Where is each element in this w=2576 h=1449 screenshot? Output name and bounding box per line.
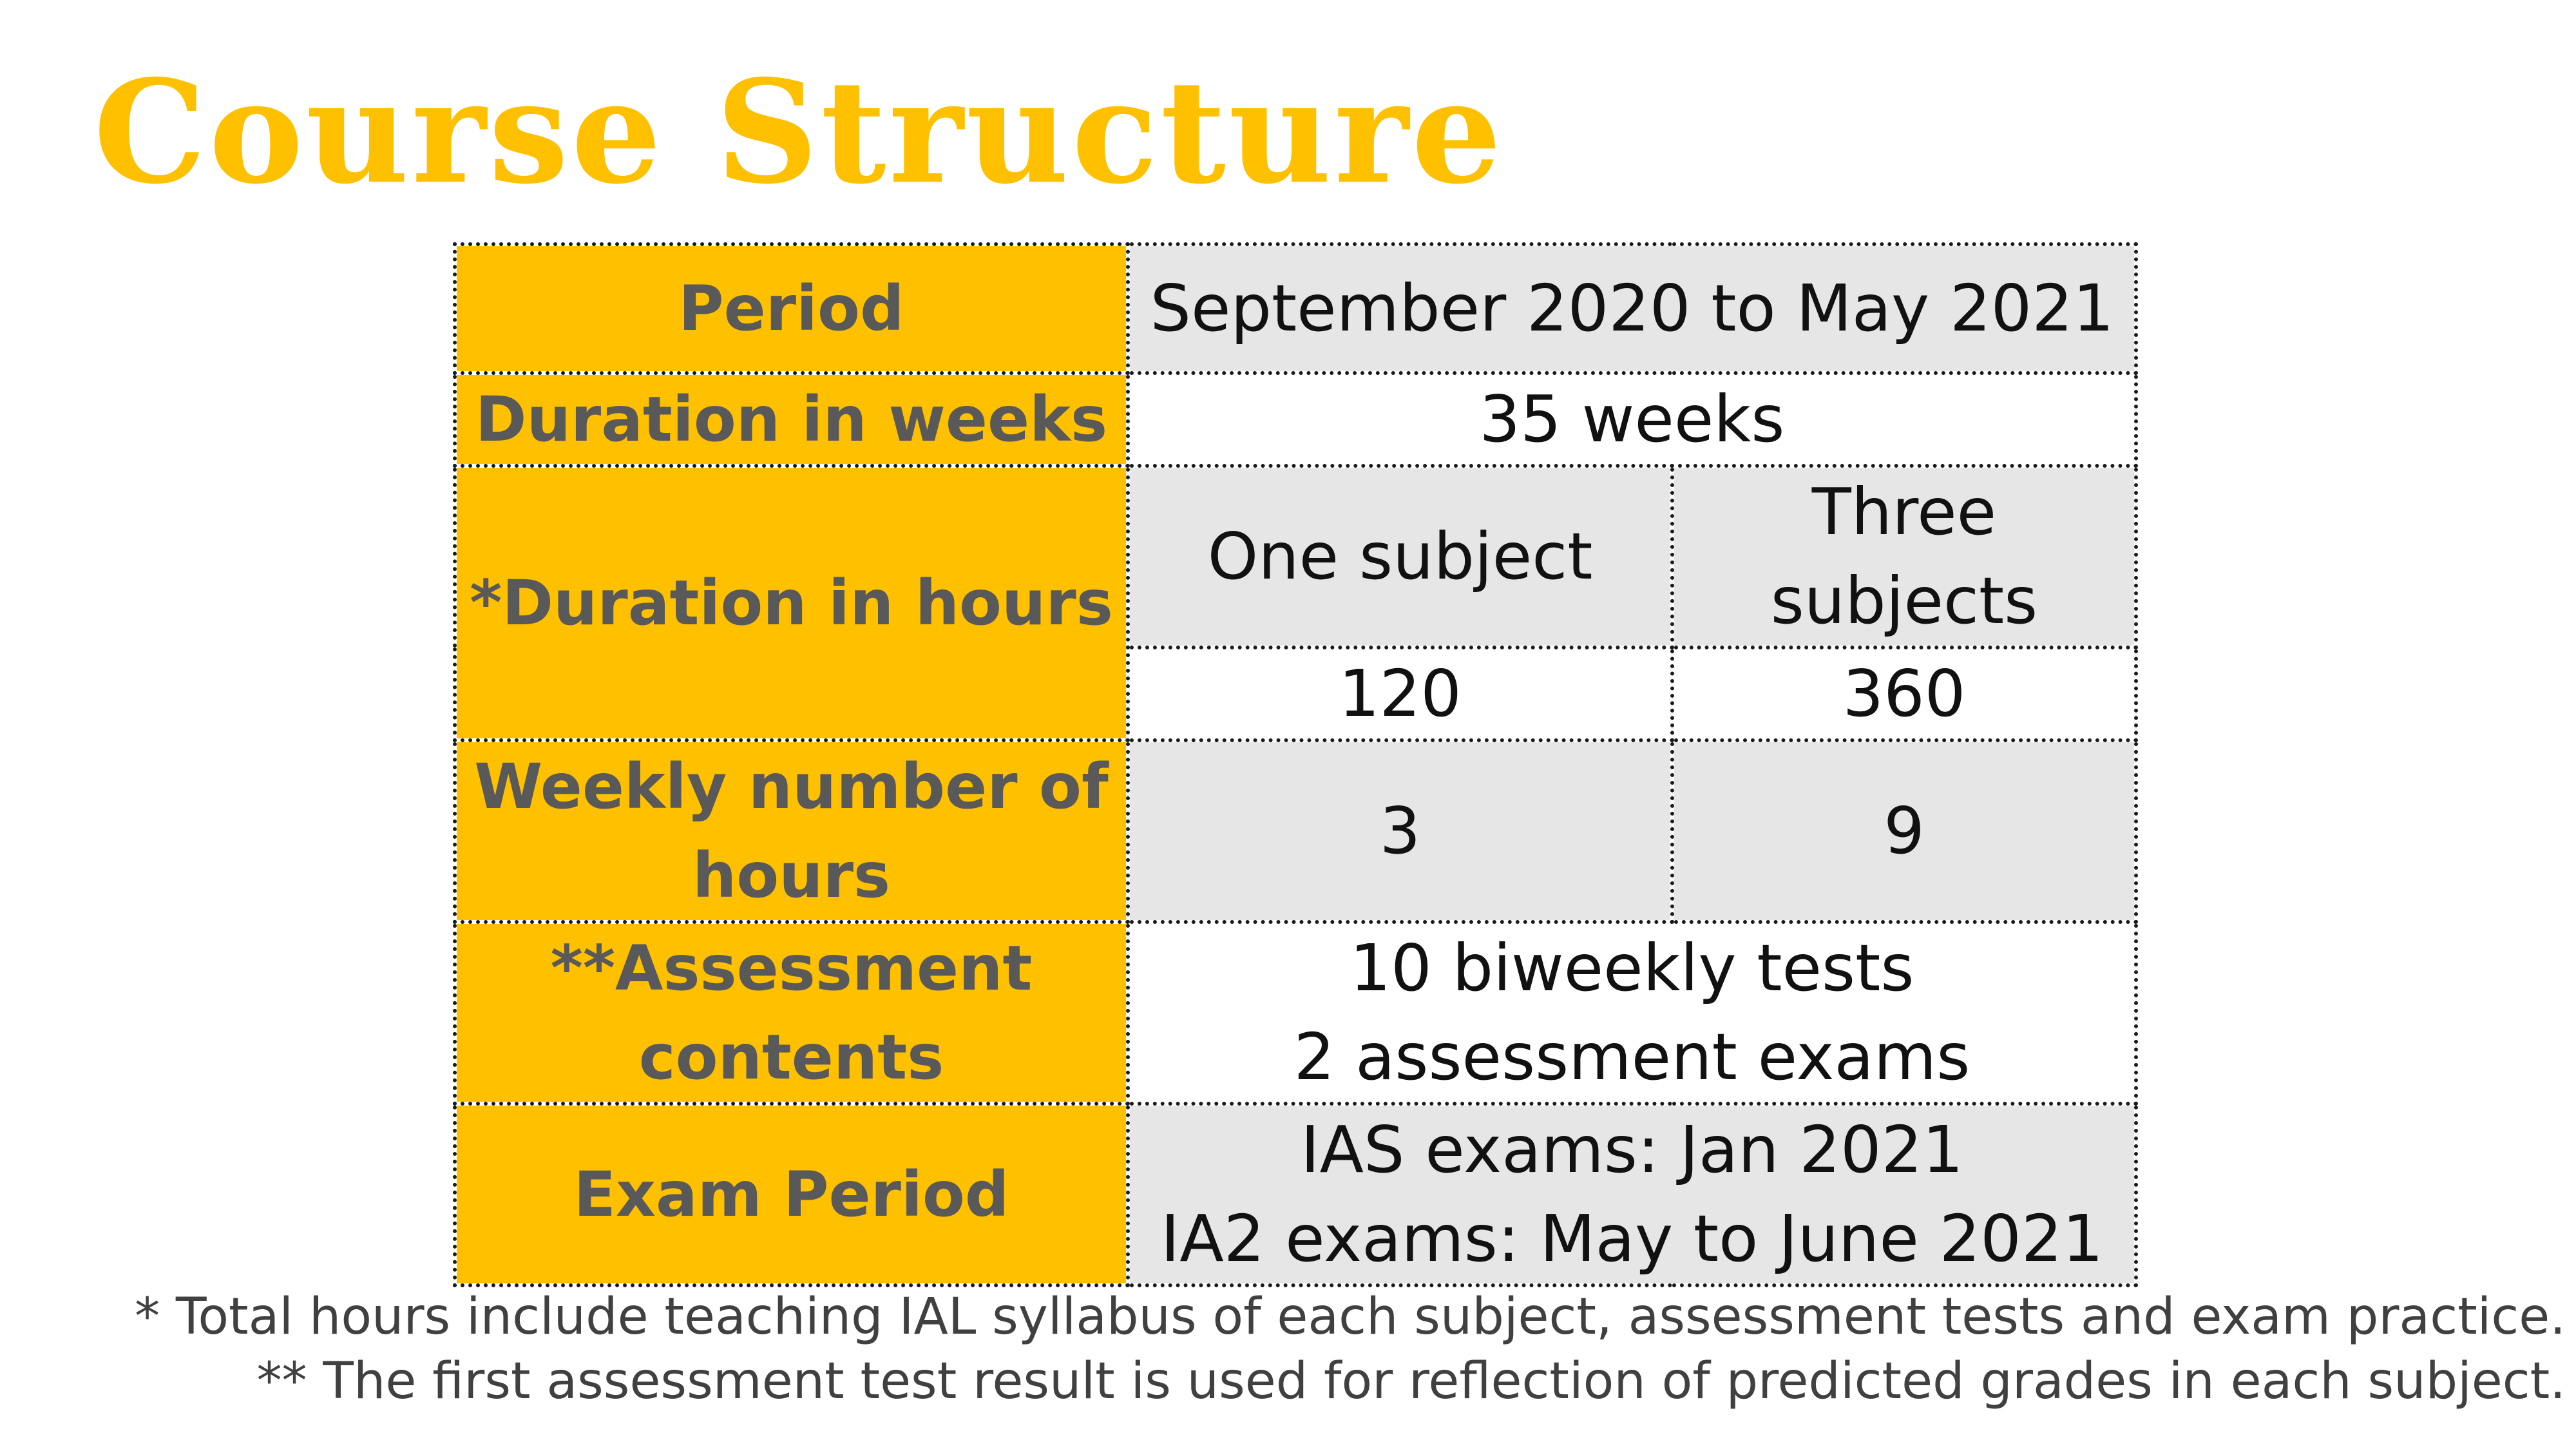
one-subject-weekly: 3 (1128, 740, 1672, 922)
exam-value-line2: IA2 exams: May to June 2021 (1160, 1201, 2104, 1276)
weeks-value: 35 weeks (1128, 373, 2136, 466)
three-subjects-hours: 360 (1672, 648, 2136, 740)
assessment-label-line1: **Assessment (550, 932, 1033, 1004)
assessment-value (1128, 922, 2136, 1104)
weekly-label-line2: hours (692, 840, 891, 912)
weekly-label-line1: Weekly number of (474, 751, 1109, 823)
exam-value (1128, 1104, 2136, 1285)
table-row-hours-header (455, 466, 2136, 648)
three-subjects-header: Three subjects (1672, 466, 2136, 648)
course-structure-table (453, 242, 2138, 1287)
page-title: Course Structure (93, 48, 1504, 215)
one-subject-header: One subject (1128, 466, 1672, 648)
exam-value-line1: IAS exams: Jan 2021 (1301, 1112, 1963, 1187)
table-row-period (455, 244, 2136, 373)
period-value: September 2020 to May 2021 (1128, 244, 2136, 373)
period-label: Period (455, 244, 1128, 373)
table-row-exam (455, 1104, 2136, 1285)
weeks-label: Duration in weeks (455, 373, 1128, 466)
hours-label: *Duration in hours (455, 466, 1128, 740)
table-row-weeks (455, 373, 2136, 466)
assessment-value-line2: 2 assessment exams (1293, 1019, 1970, 1095)
one-subject-hours: 120 (1128, 648, 1672, 740)
table-row-weekly (455, 740, 2136, 922)
assessment-label (455, 922, 1128, 1104)
footnote-assessment: ** The first assessment test result is used for reflection of predicted grades in each subject. (256, 1352, 2566, 1410)
table-row-assessment (455, 922, 2136, 1104)
exam-label: Exam Period (455, 1104, 1128, 1285)
weekly-label (455, 740, 1128, 922)
footnote-total-hours: * Total hours include teaching IAL syllabus of each subject, assessment tests and exam practice. (135, 1288, 2566, 1346)
assessment-value-line1: 10 biweekly tests (1350, 930, 1914, 1006)
assessment-label-line2: contents (638, 1021, 944, 1093)
three-subjects-weekly: 9 (1672, 740, 2136, 922)
